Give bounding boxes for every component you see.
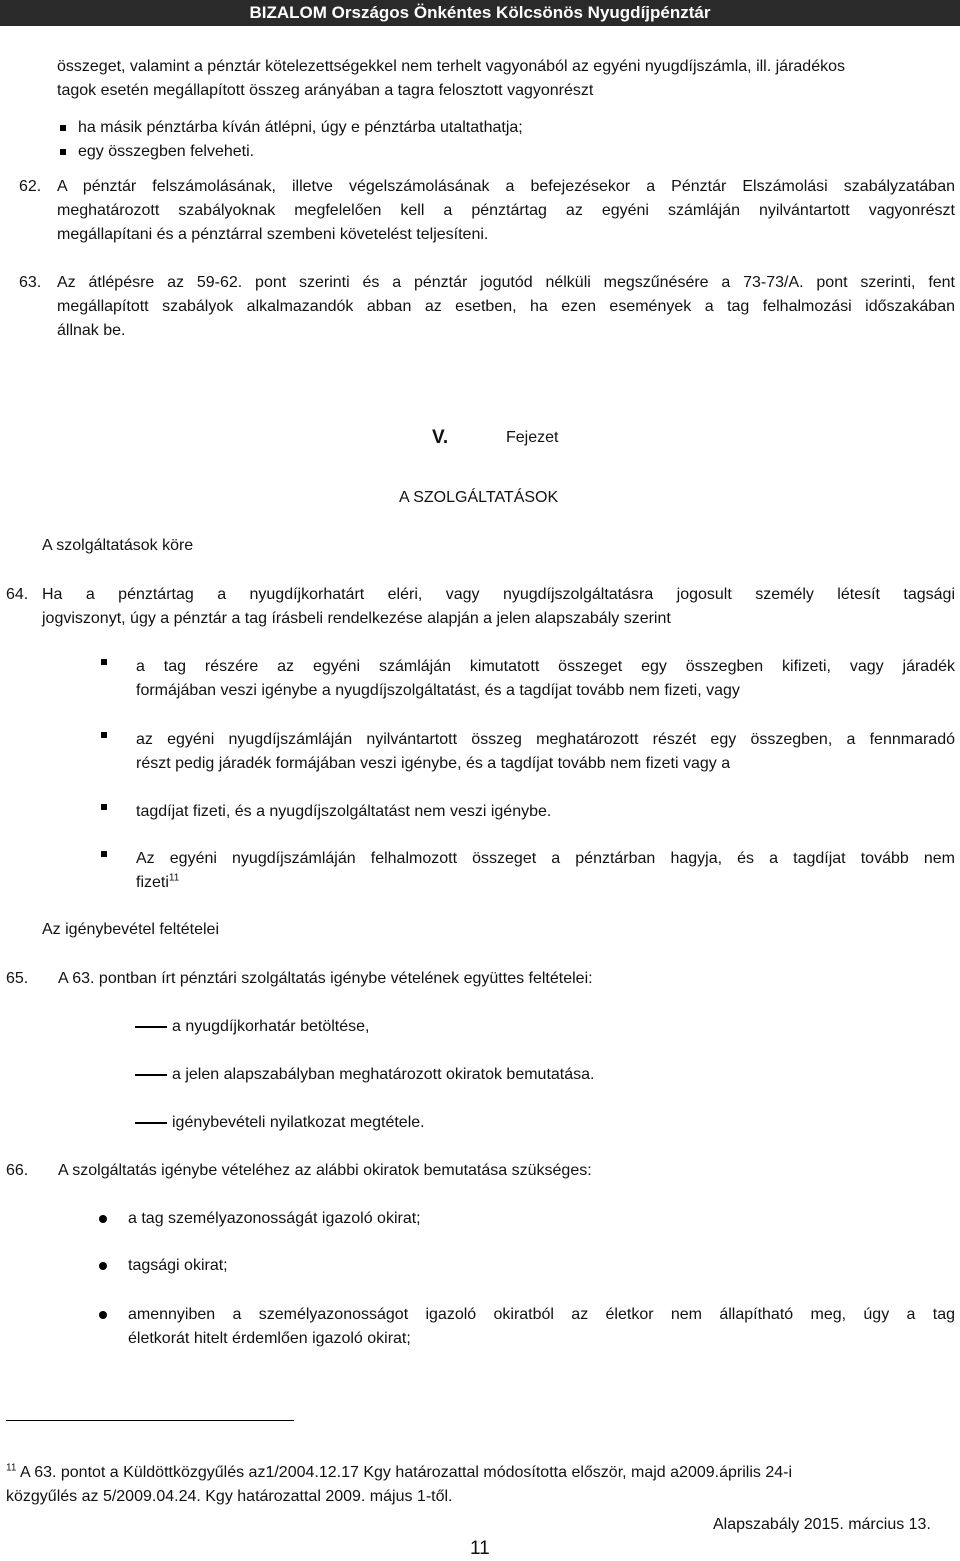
footer-version: Alapszabály 2015. március 13. xyxy=(713,1516,931,1533)
intro-bullet-2: egy összegben felveheti. xyxy=(78,143,255,160)
paragraph-number: 66. xyxy=(6,1162,29,1179)
p64-line-1: Ha a pénztártag a nyugdíjkorhatárt eléri, vagy nyugdíjszolgáltatásra jogosult személy létesít tagsági xyxy=(42,586,955,603)
p66-item-3-line-1: amennyiben a személyazonosságot igazoló okiratból az életkor nem állapítható meg, úgy a tag xyxy=(128,1306,955,1323)
square-bullet-icon xyxy=(60,125,66,131)
p62-line-3: megállapítani és a pénztárral szembeni követelést teljesíteni. xyxy=(57,226,489,243)
chapter-title: A SZOLGÁLTATÁSOK xyxy=(399,489,559,506)
square-bullet-icon xyxy=(101,732,107,738)
p63-line-3: állnak be. xyxy=(57,322,126,339)
p66-item-1: a tag személyazonosságát igazoló okirat; xyxy=(128,1210,421,1227)
intro-line-1: összeget, valamint a pénztár kötelezettségekkel nem terhelt vagyonából az egyéni nyugdíjszámla, ill. járadékos xyxy=(57,58,845,75)
p65-item-2: a jelen alapszabályban meghatározott okiratok bemutatása. xyxy=(172,1066,595,1083)
footnote-line-2: közgyűlés az 5/2009.04.24. Kgy határozattal 2009. május 1-től. xyxy=(6,1488,453,1505)
document-header: BIZALOM Országos Önkéntes Kölcsönös Nyugdíjpénztár xyxy=(0,0,960,26)
p65-item-1: a nyugdíjkorhatár betöltése, xyxy=(172,1018,370,1035)
p66-text: A szolgáltatás igénybe vételéhez az alábbi okiratok bemutatása szükséges: xyxy=(58,1162,592,1179)
p62-line-1: A pénztár felszámolásának, illetve végelszámolásának a befejezésekor a Pénztár Elszámolási szabályzatában xyxy=(57,178,955,195)
p64-item-4-line-2 xyxy=(136,871,179,895)
p63-line-1: Az átlépésre az 59-62. pont szerinti és a pénztár jogutód nélküli megszűnésére a 73-73/A. pont szerinti, fent xyxy=(57,274,955,291)
p64-item-4-text: fizeti xyxy=(136,874,169,891)
page-number: 11 xyxy=(470,1538,490,1559)
intro-bullet-1: ha másik pénztárba kíván átlépni, úgy e pénztárba utaltathatja; xyxy=(78,119,523,136)
p65-item-3: igénybevételi nyilatkozat megtétele. xyxy=(172,1114,425,1131)
p64-item-2-line-1: az egyéni nyugdíjszámláján nyilvántartott összeg meghatározott részét egy összegben, a fennmaradó xyxy=(136,731,955,748)
p64-item-3-line-1: tagdíjat fizeti, és a nyugdíjszolgáltatást nem veszi igénybe. xyxy=(136,803,552,820)
p66-item-2: tagsági okirat; xyxy=(128,1257,228,1274)
intro-line-2: tagok esetén megállapított összeg arányában a tagra felosztott vagyonrészt xyxy=(57,82,594,99)
section-heading: Az igénybevétel feltételei xyxy=(42,921,219,938)
p65-text: A 63. pontban írt pénztári szolgáltatás igénybe vételének együttes feltételei: xyxy=(58,970,593,987)
dash-bullet-icon xyxy=(135,1026,167,1028)
footnote-separator xyxy=(6,1420,294,1421)
paragraph-number: 65. xyxy=(6,970,29,987)
chapter-label: Fejezet xyxy=(506,429,559,446)
paragraph-number: 63. xyxy=(19,274,42,291)
paragraph-number: 62. xyxy=(19,178,42,195)
square-bullet-icon xyxy=(60,149,66,155)
dot-bullet-icon xyxy=(99,1262,107,1270)
footnote-text-1: A 63. pontot a Küldöttközgyűlés az1/2004.12.17 Kgy határozattal módosította először, majd a2009.április 24-i xyxy=(19,1464,792,1481)
footnote-line-1 xyxy=(6,1461,792,1485)
p62-line-2: meghatározott szabályoknak megfelelően kell a pénztártag az egyéni számláján nyilvántartott vagyonrészt xyxy=(57,202,955,219)
square-bullet-icon xyxy=(101,804,107,810)
footnote-reference[interactable]: 11 xyxy=(168,872,180,884)
paragraph-number: 64. xyxy=(6,586,29,603)
dot-bullet-icon xyxy=(99,1311,107,1319)
square-bullet-icon xyxy=(101,659,107,665)
dash-bullet-icon xyxy=(135,1122,167,1124)
square-bullet-icon xyxy=(101,851,107,857)
p64-line-2: jogviszonyt, úgy a pénztár a tag írásbeli rendelkezése alapján a jelen alapszabály szerint xyxy=(42,610,671,627)
p63-line-2: megállapított szabályok alkalmazandók abban az esetben, ha ezen események a tag felhalmozási időszakában xyxy=(57,298,955,315)
footnote-number: 11 xyxy=(6,1462,17,1474)
p66-item-3-line-2: életkorát hitelt érdemlően igazoló okirat; xyxy=(128,1330,411,1347)
dash-bullet-icon xyxy=(135,1074,167,1076)
p64-item-1-line-1: a tag részére az egyéni számláján kimutatott összeget egy összegben kifizeti, vagy járadék xyxy=(136,658,955,675)
dot-bullet-icon xyxy=(99,1215,107,1223)
p64-item-2-line-2: részt pedig járadék formájában veszi igénybe, és a tagdíjat tovább nem fizeti vagy a xyxy=(136,755,731,772)
section-heading: A szolgáltatások köre xyxy=(42,537,194,554)
p64-item-4-line-1: Az egyéni nyugdíjszámláján felhalmozott összeget a pénztárban hagyja, és a tagdíjat tovább nem xyxy=(136,850,955,867)
chapter-number: V. xyxy=(432,427,449,448)
p64-item-1-line-2: formájában veszi igénybe a nyugdíjszolgáltatást, és a tagdíjat tovább nem fizeti, vagy xyxy=(136,682,740,699)
